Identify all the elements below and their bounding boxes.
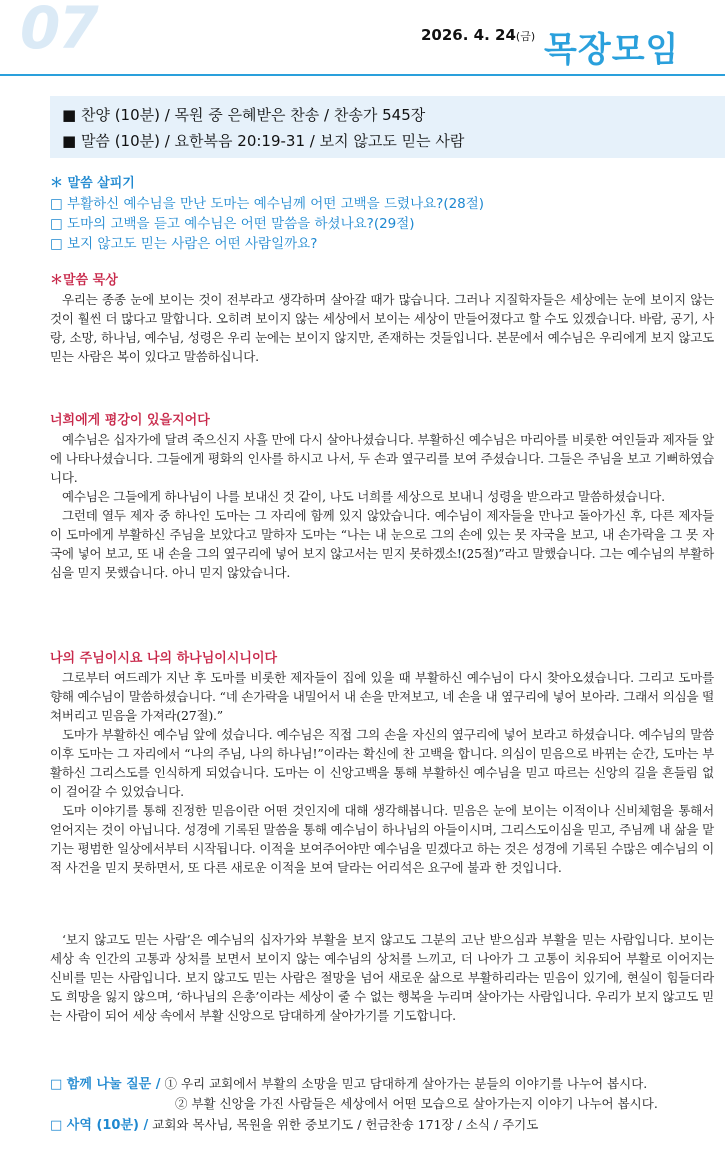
header-divider: [0, 74, 725, 76]
meditation-paragraph: 우리는 종종 눈에 보이는 것이 전부라고 생각하며 살아갈 때가 많습니다. 그러나 지질학자들은 세상에는 눈에 보이지 않는 것이 훨씬 더 많다고 말합니다. 오히려 보이지 않는 세상에서 보이는 세상이 만들어졌다고 할 수도 있겠습니다. 바람, 공기, 사랑, 소망, 하나님, 예수님, 성령은 우리 눈에는 보이지 않지만, 존재하는 것들입니다. 본문에서 예수님은 우리에게 보지 않고도 믿는 사람은 복이 있다고 말씀하십니다.: [50, 292, 714, 364]
share-questions: [50, 1073, 647, 1092]
share-question-2: ② 부활 신앙을 가진 사람들은 세상에서 어떤 모습으로 살아가는지 이야기 나누어 봅시다.: [175, 1096, 658, 1111]
section-my-lord: [50, 650, 714, 877]
prayer-text: 교회와 목사님, 목원을 위한 중보기도 / 헌금찬송 171장 / 소식 / 주기도: [152, 1117, 539, 1132]
page-title: 목장모임: [544, 30, 680, 70]
date-day: (금): [515, 30, 536, 43]
section-peace-paragraph: 예수님은 그들에게 하나님이 나를 보내신 것 같이, 나도 너희를 세상으로 보내니 성령을 받으라고 말씀하셨습니다.: [62, 489, 665, 504]
agenda-hymn: ■ 찬양 (10분) / 목원 중 은혜받은 찬송 / 찬송가 545장: [62, 106, 426, 124]
section-my-lord-paragraph: 도마가 부활하신 예수님 앞에 섰습니다. 예수님은 직접 그의 손을 자신의 옆구리에 넣어 보라고 하셨습니다. 예수님의 말씀 이후 도마는 그 자리에서 “나의 주님, 나의 하나님!”이라는 확신에 찬 고백을 합니다. 의심이 믿음으로 바뀌는 순간, 도마는 부활하신 그리스도를 인식하게 되었습니다. 도마는 이 신앙고백을 통해 부활하신 예수님을 믿고 따르는 신앙의 길을 흔들림 없이 걸어갈 수 있었습니다.: [50, 727, 714, 799]
question-item: □ 도마의 고백을 듣고 예수님은 어떤 말씀을 하셨나요?(29절): [50, 216, 415, 232]
closing-paragraph: ‘보지 않고도 믿는 사람’은 예수님의 십자가와 부활을 보지 않고도 그분의 고난 받으심과 부활을 믿는 사람입니다. 보이는 세상 속 인간의 고통과 상처를 보면서 보이지 않는 예수님의 상처를 느끼고, 더 나아가 그 고통이 치유되어 부활로 이어지는 신비를 믿는 사람입니다. 보지 않고도 믿는 사람은 절망을 넘어 새로운 삶으로 부활하리라는 믿음이 있기에, 현실이 힘들더라도 희망을 잃지 않으며, ‘하나님의 은총’이라는 세상이 줄 수 없는 행복을 누리며 살아가는 사람입니다. 우리가 보지 않고도 믿는 사람이 되어 세상 속에서 부활 신앙으로 담대하게 살아가기를 기도합니다.: [50, 932, 714, 1023]
section-peace-paragraph: 그런데 열두 제자 중 하나인 도마는 그 자리에 함께 있지 않았습니다. 예수님이 제자들을 만나고 돌아가신 후, 다른 제자들이 도마에게 부활하신 주님을 보았다고 말하자 도마는 “나는 내 눈으로 그의 손에 있는 못 자국을 보고, 내 손가락을 그 못 자국에 넣어 보고, 또 내 손을 그의 옆구리에 넣어 보지 않고서는 믿지 못하겠소!(25절)”라고 말했습니다. 그는 예수님의 부활하심을 믿지 못했습니다. 아니 믿지 않았습니다.: [50, 508, 714, 580]
share-question-1: ① 우리 교회에서 부활의 소망을 믿고 담대하게 살아가는 분들의 이야기를 나누어 봅시다.: [164, 1076, 648, 1091]
section-my-lord-paragraph: 그로부터 여드레가 지난 후 도마를 비롯한 제자들이 집에 있을 때 부활하신 예수님이 다시 찾아오셨습니다. 그리고 도마를 향해 예수님이 말씀하셨습니다. “네 손가락을 내밀어서 내 손을 만져보고, 네 손을 내 옆구리에 넣어 보아라. 그래서 의심을 떨쳐버리고 믿음을 가져라(27절).”: [50, 670, 714, 723]
section-peace-heading: 너희에게 평강이 있을지어다: [50, 413, 210, 428]
section-my-lord-heading: 나의 주님이시요 나의 하나님이시니이다: [50, 651, 278, 666]
meditation-heading: ＊말씀 묵상: [50, 273, 118, 288]
page-number: 07: [20, 0, 97, 62]
word-glance-heading: ＊ 말씀 살피기: [50, 176, 135, 191]
section-peace-paragraph: 예수님은 십자가에 달려 죽으신지 사흘 만에 다시 살아나셨습니다. 부활하신 예수님은 마리아를 비롯한 여인들과 제자들 앞에 나타나셨습니다. 그들에게 평화의 인사를 하시고 나서, 두 손과 옆구리를 보여 주셨습니다. 그들은 주님을 보고 기뻐하였습니다.: [50, 432, 714, 485]
meditation: [50, 272, 714, 366]
prayer-label: □ 사역 (10분) /: [50, 1118, 149, 1133]
section-peace: [50, 412, 714, 582]
word-glance: [50, 174, 714, 254]
question-item: □ 보지 않고도 믿는 사람은 어떤 사람일까요?: [50, 236, 318, 252]
prayer-line: [50, 1114, 538, 1133]
share-label: □ 함께 나눌 질문 /: [50, 1077, 161, 1092]
date-text: 2026. 4. 24: [421, 26, 516, 44]
question-item: □ 부활하신 예수님을 만난 도마는 예수님께 어떤 고백을 드렸나요?(28절): [50, 196, 485, 212]
section-my-lord-paragraph: 도마 이야기를 통해 진정한 믿음이란 어떤 것인지에 대해 생각해봅니다. 믿음은 눈에 보이는 이적이나 신비체험을 통해서 얻어지는 것이 아닙니다. 성경에 기록된 말씀을 통해 예수님이 하나님의 아들이시며, 그리스도이심을 믿고, 주님께 내 삶을 맡기는 평범한 일상에서부터 시작됩니다. 이적을 보여주어야만 예수님을 믿겠다고 하는 것은 성경에 기록된 수많은 예수님의 이적 사건을 믿지 못하면서, 또 다른 새로운 이적을 보여 달라는 어리석은 요구에 불과 한 것입니다.: [50, 803, 714, 875]
date: [421, 26, 535, 44]
agenda-sermon: ■ 말씀 (10분) / 요한복음 20:19-31 / 보지 않고도 믿는 사람: [62, 132, 465, 150]
closing: [50, 930, 714, 1025]
